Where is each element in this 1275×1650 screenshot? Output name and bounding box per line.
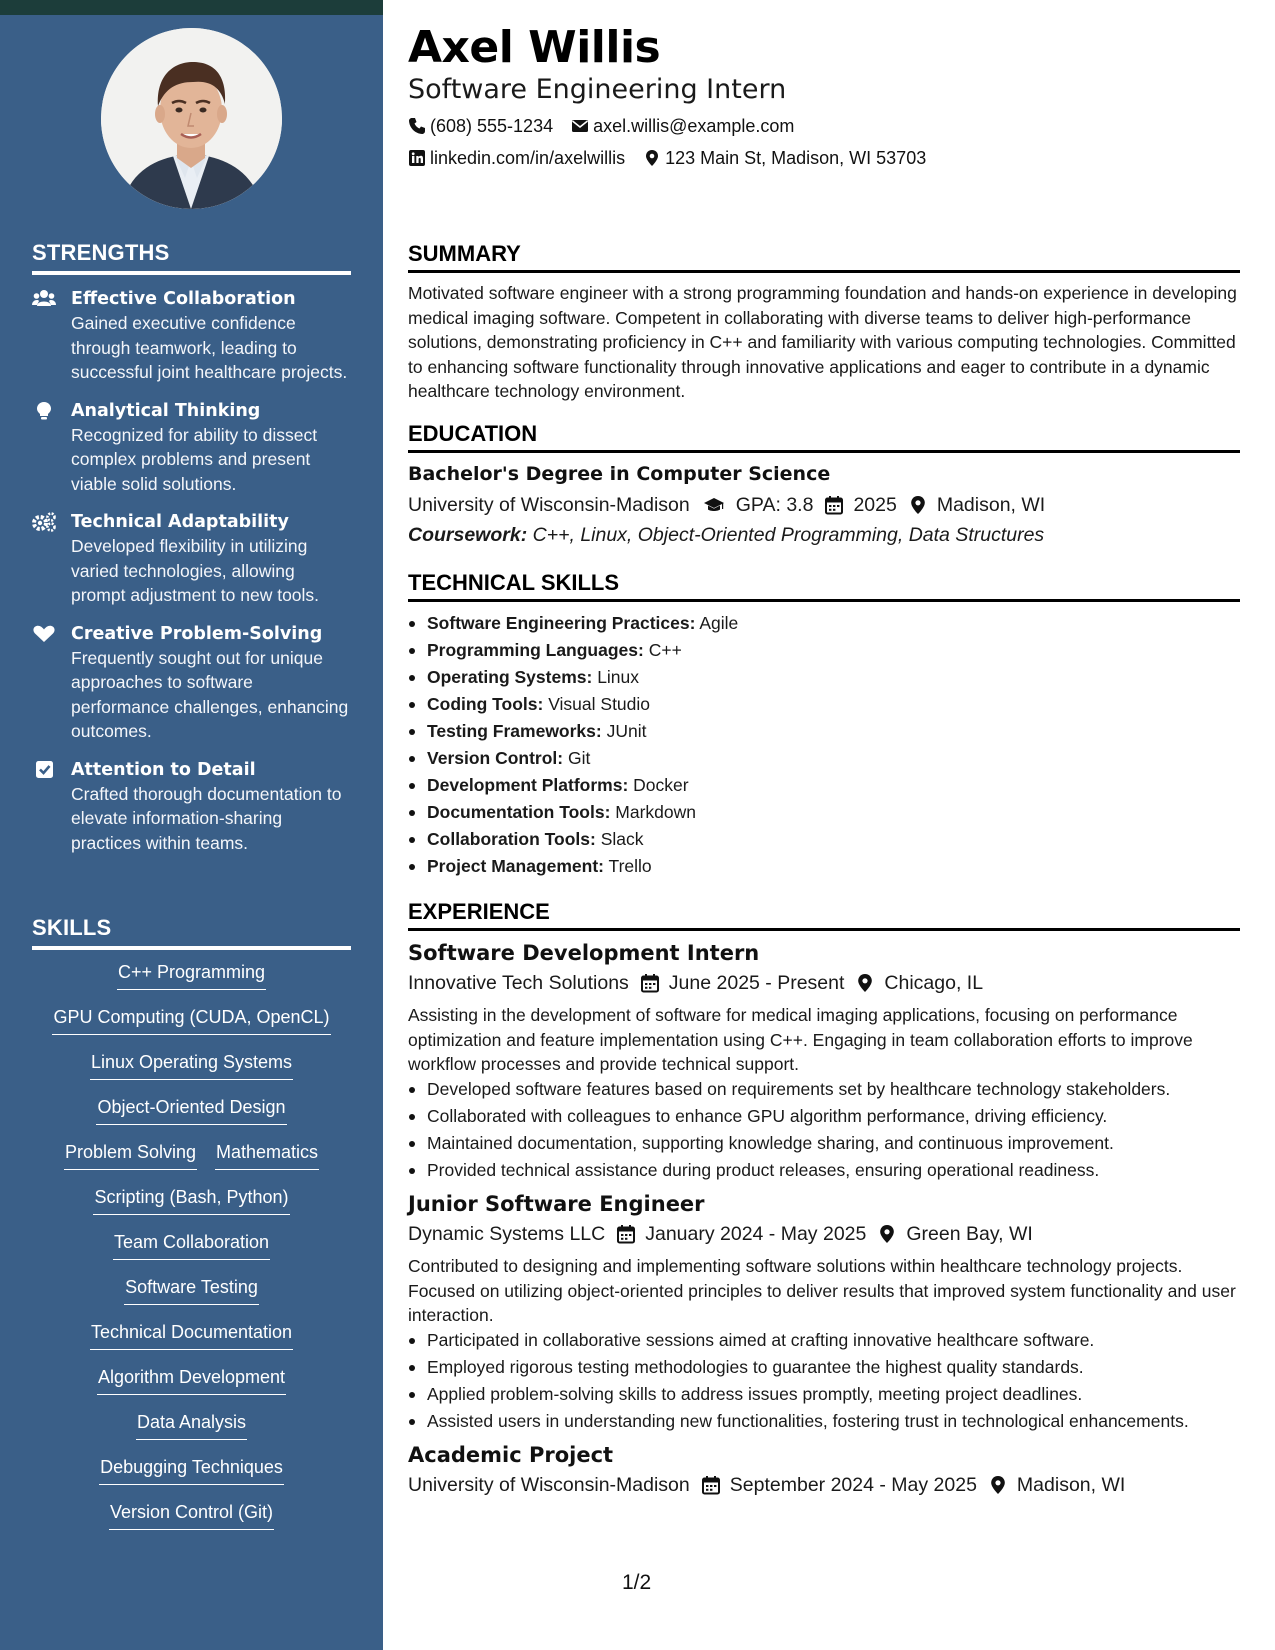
list-item: Employed rigorous testing methodologies to guarantee the highest quality standards. xyxy=(408,1355,1240,1380)
address: 123 Main St, Madison, WI 53703 xyxy=(665,148,927,168)
candidate-name: Axel Willis xyxy=(408,22,661,73)
skill-value: C++ xyxy=(643,640,682,660)
company-name: Innovative Tech Solutions xyxy=(408,972,629,994)
phone-icon xyxy=(408,117,426,135)
candidate-title: Software Engineering Intern xyxy=(408,74,787,105)
skill-tag: GPU Computing (CUDA, OpenCL) xyxy=(52,1005,330,1035)
map-pin-icon xyxy=(908,495,928,515)
sidebar-top-bar xyxy=(0,0,383,15)
job-title: Academic Project xyxy=(408,1443,614,1467)
list-item: Participated in collaborative sessions aimed at crafting innovative healthcare software. xyxy=(408,1328,1240,1353)
skill-label: Programming Languages: xyxy=(427,640,644,660)
calendar-icon xyxy=(616,1224,636,1244)
strength-description: Gained executive confidence through teamwork, leading to successful joint healthcare projects. xyxy=(71,313,348,382)
address-contact xyxy=(643,146,926,170)
phone-number: (608) 555-1234 xyxy=(430,116,554,136)
lightbulb-icon xyxy=(32,401,56,421)
sidebar xyxy=(0,0,383,1650)
strength-title: Creative Problem-Solving xyxy=(71,623,323,644)
skill-tag: Mathematics xyxy=(215,1140,319,1170)
skill-tag: Version Control (Git) xyxy=(109,1500,274,1530)
section-heading: EXPERIENCE xyxy=(408,898,1240,931)
job-dates: September 2024 - May 2025 xyxy=(729,1474,977,1496)
coursework-list: C++, Linux, Object-Oriented Programming, Data Structures xyxy=(527,524,1045,546)
list-item xyxy=(408,664,1240,691)
linkedin-url: linkedin.com/in/axelwillis xyxy=(430,148,626,168)
gears-icon xyxy=(32,512,56,532)
map-pin-icon xyxy=(988,1475,1008,1495)
resume-header xyxy=(408,22,1240,170)
strength-description: Crafted thorough documentation to elevate information-sharing practices within teams. xyxy=(71,783,342,853)
email-address: axel.willis@example.com xyxy=(593,116,795,136)
strength-item xyxy=(32,399,351,497)
section-heading: SUMMARY xyxy=(408,240,1240,273)
contact-row xyxy=(408,114,1240,138)
coursework xyxy=(408,521,1240,549)
linkedin-contact[interactable] xyxy=(408,146,625,170)
list-item xyxy=(408,853,1240,880)
job-entry xyxy=(408,1190,1240,1433)
email-contact[interactable] xyxy=(571,114,794,138)
list-item xyxy=(408,799,1240,826)
job-title: Software Development Intern xyxy=(408,941,760,965)
list-item: Assisted users in understanding new functionalities, fostering trust in technological enhancements. xyxy=(408,1409,1240,1434)
job-meta xyxy=(408,1471,1240,1499)
list-item xyxy=(408,610,1240,637)
experience-section xyxy=(408,898,1240,1499)
job-title: Junior Software Engineer xyxy=(408,1192,705,1216)
skill-tag: Team Collaboration xyxy=(113,1230,270,1260)
page-number: 1/2 xyxy=(622,1571,652,1594)
job-location: Chicago, IL xyxy=(884,972,984,994)
strength-item xyxy=(32,758,351,856)
technical-skills-section xyxy=(408,569,1240,880)
degree-name: Bachelor's Degree in Computer Science xyxy=(408,463,831,485)
heart-icon xyxy=(32,624,56,644)
technical-skills-list xyxy=(408,610,1240,880)
job-entry xyxy=(408,939,1240,1182)
strength-title: Technical Adaptability xyxy=(71,512,289,532)
users-icon xyxy=(32,289,56,309)
job-dates: January 2024 - May 2025 xyxy=(645,1223,867,1245)
map-pin-icon xyxy=(877,1224,897,1244)
company-name: Dynamic Systems LLC xyxy=(408,1223,606,1245)
skill-tag: Data Analysis xyxy=(136,1410,247,1440)
skill-value: Git xyxy=(563,748,591,768)
contact-row xyxy=(408,146,1240,170)
job-bullets xyxy=(408,1328,1240,1434)
list-item xyxy=(408,637,1240,664)
list-item xyxy=(408,745,1240,772)
skill-value: Slack xyxy=(595,829,644,849)
skill-value: Agile xyxy=(695,613,739,633)
skill-value: Linux xyxy=(592,667,640,687)
skills-list xyxy=(32,950,351,1545)
job-meta xyxy=(408,1220,1240,1248)
job-meta xyxy=(408,969,1240,997)
list-item xyxy=(408,772,1240,799)
linkedin-icon xyxy=(408,149,426,167)
skill-value: Visual Studio xyxy=(543,694,651,714)
avatar xyxy=(101,28,282,209)
list-item: Applied problem-solving skills to address issues promptly, meeting project deadlines. xyxy=(408,1382,1240,1407)
skill-tag: C++ Programming xyxy=(117,960,266,990)
job-location: Madison, WI xyxy=(1016,1474,1126,1496)
gpa: GPA: 3.8 xyxy=(735,494,814,516)
skill-label: Documentation Tools: xyxy=(427,802,611,822)
skill-value: Markdown xyxy=(610,802,697,822)
school-name: University of Wisconsin-Madison xyxy=(408,494,690,516)
strength-description: Developed flexibility in utilizing varied technologies, allowing prompt adjustment to new tools. xyxy=(71,536,320,605)
skill-tag: Problem Solving xyxy=(64,1140,197,1170)
profile-photo xyxy=(101,28,282,209)
calendar-icon xyxy=(640,973,660,993)
checkbox-icon xyxy=(32,760,56,780)
skill-tag: Object-Oriented Design xyxy=(96,1095,286,1125)
job-location: Green Bay, WI xyxy=(906,1223,1033,1245)
strength-title: Analytical Thinking xyxy=(71,400,261,421)
strength-item xyxy=(32,622,351,744)
skill-value: Docker xyxy=(628,775,689,795)
education-location: Madison, WI xyxy=(936,494,1046,516)
company-name: University of Wisconsin-Madison xyxy=(408,1474,690,1496)
envelope-icon xyxy=(571,117,589,135)
job-description: Contributed to designing and implementing software solutions within healthcare technology projects. Focused on utilizing object-oriented principles to deliver results that improved system functionality and user interaction. xyxy=(408,1256,1236,1325)
section-heading: TECHNICAL SKILLS xyxy=(408,569,1240,602)
strength-item xyxy=(32,510,351,608)
skill-label: Version Control: xyxy=(427,748,564,768)
coursework-label: Coursework: xyxy=(408,524,528,546)
education-meta xyxy=(408,491,1240,519)
skill-label: Collaboration Tools: xyxy=(427,829,596,849)
strength-description: Recognized for ability to dissect complex problems and present viable solid solutions. xyxy=(71,424,318,494)
job-entry xyxy=(408,1441,1240,1499)
graduation-cap-icon xyxy=(701,495,727,515)
summary-section xyxy=(408,240,1240,404)
skill-label: Testing Frameworks: xyxy=(427,721,602,741)
job-bullets xyxy=(408,1077,1240,1183)
section-heading: EDUCATION xyxy=(408,420,1240,453)
graduation-year: 2025 xyxy=(853,494,897,516)
strength-title: Effective Collaboration xyxy=(71,289,296,309)
strengths-heading: STRENGTHS xyxy=(32,240,351,275)
skill-value: Trello xyxy=(603,856,652,876)
skill-tag: Software Testing xyxy=(124,1275,259,1305)
list-item: Maintained documentation, supporting knowledge sharing, and continuous improvement. xyxy=(408,1131,1240,1156)
map-pin-icon xyxy=(855,973,875,993)
skill-label: Project Management: xyxy=(427,856,604,876)
strength-item xyxy=(32,287,351,385)
map-pin-icon xyxy=(643,149,661,167)
skill-tag: Linux Operating Systems xyxy=(90,1050,293,1080)
skill-label: Operating Systems: xyxy=(427,667,593,687)
list-item xyxy=(408,691,1240,718)
skills-section xyxy=(32,915,351,1545)
list-item: Developed software features based on requirements set by healthcare technology stakeholders. xyxy=(408,1077,1240,1102)
list-item: Collaborated with colleagues to enhance GPU algorithm performance, driving efficiency. xyxy=(408,1104,1240,1129)
skill-tag: Scripting (Bash, Python) xyxy=(93,1185,289,1215)
skill-tag: Algorithm Development xyxy=(97,1365,286,1395)
skill-tag: Debugging Techniques xyxy=(99,1455,284,1485)
job-description: Assisting in the development of software for medical imaging applications, focusing on performance optimization and feature implementation using C++. Engaging in team collaboration efforts to improve workflow processes and provide technical support. xyxy=(408,1005,1193,1074)
strength-description: Frequently sought out for unique approaches to software performance challenges, enhancing outcomes. xyxy=(71,647,349,741)
strength-title: Attention to Detail xyxy=(71,759,256,780)
list-item: Provided technical assistance during product releases, ensuring operational readiness. xyxy=(408,1158,1240,1183)
education-section xyxy=(408,420,1240,549)
skill-label: Coding Tools: xyxy=(427,694,544,714)
summary-text: Motivated software engineer with a strong programming foundation and hands-on experience in developing medical imaging software. Competent in collaborating with diverse teams to deliver high-performance solutions, demonstrating proficiency in C++ and familiarity with various computing technologies. Committed to enhancing software functionality through innovative applications and eager to contribute in a dynamic healthcare technology environment. xyxy=(408,283,1237,401)
calendar-icon xyxy=(824,495,844,515)
phone-contact[interactable] xyxy=(408,114,553,138)
job-dates: June 2025 - Present xyxy=(668,972,845,994)
skills-heading: SKILLS xyxy=(32,915,351,950)
skill-label: Development Platforms: xyxy=(427,775,629,795)
strengths-section xyxy=(32,240,351,855)
main-content xyxy=(408,22,1240,1496)
calendar-icon xyxy=(701,1475,721,1495)
list-item xyxy=(408,826,1240,853)
list-item xyxy=(408,718,1240,745)
skill-tag: Technical Documentation xyxy=(90,1320,293,1350)
skill-label: Software Engineering Practices: xyxy=(427,613,696,633)
skill-value: JUnit xyxy=(601,721,647,741)
